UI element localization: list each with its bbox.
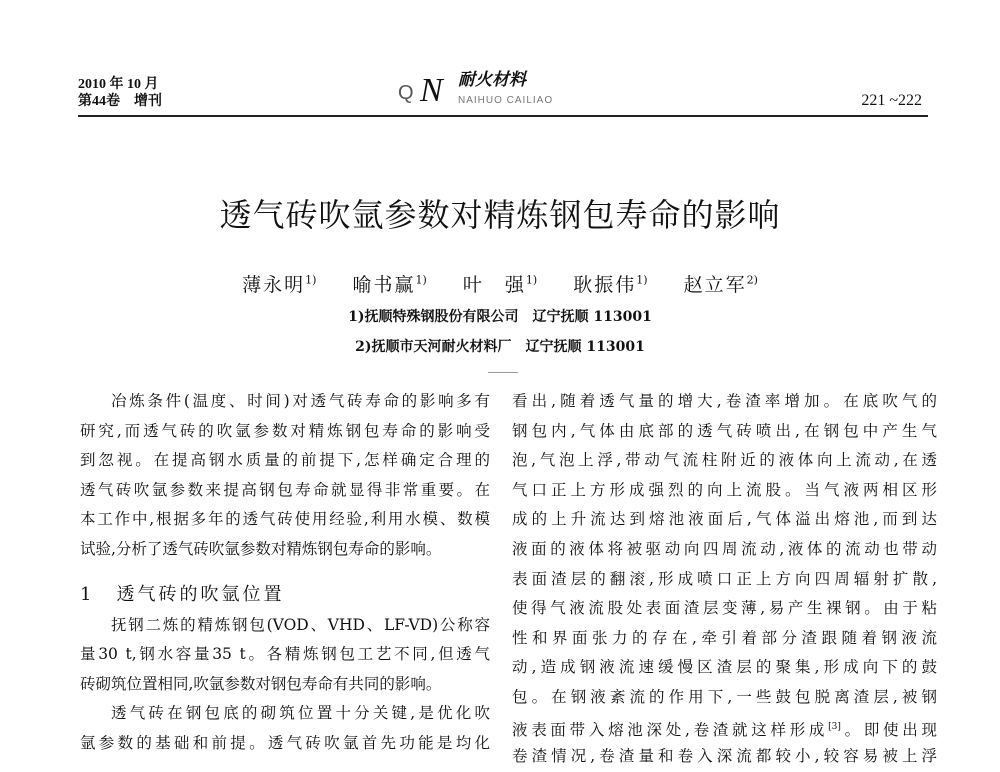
journal-name-en: NAIHUO CAILIAO — [458, 95, 554, 106]
section-heading — [80, 579, 490, 611]
paper-title: 透气砖吹氩参数对精炼钢包寿命的影响 — [219, 196, 781, 234]
section-number: 1 — [80, 583, 95, 605]
right-column — [512, 387, 937, 772]
text-line: 试验,分析了透气砖吹氩参数对精炼钢包寿命的影响。 — [80, 539, 442, 558]
text-line: 卷渣情况,卷渣量和卷入深流都较小,较容易被上浮 — [512, 747, 937, 766]
text-line: 冶炼条件(温度、时间)对透气砖寿命的影响多有 — [111, 392, 490, 410]
text-line: 气口正上方形成强烈的向上流股。当气液两相区形 — [512, 480, 937, 499]
text-line: 砖砌筑位置相同,吹氩参数对钢包寿命有共同的影响。 — [80, 674, 442, 693]
text-line: 抚钢二炼的精炼钢包(VOD、VHD、LF-VD)公称容 — [111, 615, 490, 634]
text-line: 本工作中,根据多年的透气砖使用经验,利用水模、数模 — [80, 510, 490, 529]
author: 薄永明$^{1)}$ — [242, 273, 317, 296]
text-line: 性和界面张力的存在,牵引着部分渣跟随着钢液流 — [512, 628, 937, 647]
author-list — [0, 270, 1000, 297]
text-line: 液表面带入熔池深处,卷渣就这样形成[3]。即使出现 — [512, 720, 937, 739]
text-line: 成的上升流达到熔池液面后,气体溢出熔池,而到达 — [512, 510, 937, 529]
page-range: 221 ~222 — [861, 92, 922, 109]
text-line: 透气砖吹氩参数来提高钢包寿命就显得非常重要。在 — [80, 480, 490, 499]
author: 叶 强$^{1)}$ — [462, 273, 538, 296]
text-line: 泡,气泡上浮,带动气流柱附近的液体向上流动,在透 — [512, 451, 937, 470]
text-line: 看出,随着透气量的增大,卷渣率增加。在底吹气的 — [512, 392, 937, 410]
text-line: 液面的液体将被驱动向四周流动,液体的流动也带动 — [512, 539, 937, 558]
issue-date: 2010 年 10 月 — [78, 77, 159, 92]
journal-logo — [398, 70, 618, 112]
affiliation: 1)抚顺特殊钢股份有限公司 辽宁抚顺 113001 — [348, 309, 652, 325]
text-line: 研究,而透气砖的吹氩参数对精炼钢包寿命的影响受 — [80, 421, 490, 440]
logo-mark-icon: Q — [398, 82, 414, 104]
text-line: 包。在钢液紊流的作用下,一些鼓包脱离渣层,被钢 — [512, 687, 937, 706]
text-line: 量30 t,钢水容量35 t。各精炼钢包工艺不同,但透气 — [80, 645, 490, 664]
text-line: 使得气液流股处表面渣层变薄,易产生裸钢。由于粘 — [512, 599, 937, 618]
logo-n-icon: N — [420, 72, 443, 109]
divider — [488, 372, 518, 373]
text-line: 到忽视。在提高钢水质量的前提下,怎样确定合理的 — [80, 451, 490, 470]
issue-info — [78, 76, 162, 110]
author: 喻书赢$^{1)}$ — [352, 273, 427, 296]
left-column — [80, 387, 490, 759]
header-rule — [78, 115, 928, 117]
section-title: 透气砖的吹氩位置 — [116, 583, 285, 605]
text-line: 氩参数的基础和前提。透气砖吹氩首先功能是均化 — [80, 733, 490, 752]
text-line: 透气砖在钢包底的砌筑位置十分关键,是优化吹 — [111, 704, 490, 723]
citation-ref[interactable]: [3] — [828, 721, 841, 732]
journal-name-cn: 耐火材料 — [458, 70, 526, 90]
text-line: 钢包内,气体由底部的透气砖喷出,在钢包中产生气 — [512, 421, 937, 440]
affiliation: 2)抚顺市天河耐火材料厂 辽宁抚顺 113001 — [355, 339, 645, 355]
text-line: 表面渣层的翻滚,形成喷口正上方向四周辐射扩散, — [512, 569, 937, 588]
text-line: 动,造成钢液流速缓慢区渣层的聚集,形成向下的鼓 — [512, 658, 937, 677]
author: 耿振伟$^{1)}$ — [573, 273, 648, 296]
author: 赵立军$^{2)}$ — [683, 273, 758, 296]
issue-volume: 第44卷 增刊 — [78, 94, 162, 109]
